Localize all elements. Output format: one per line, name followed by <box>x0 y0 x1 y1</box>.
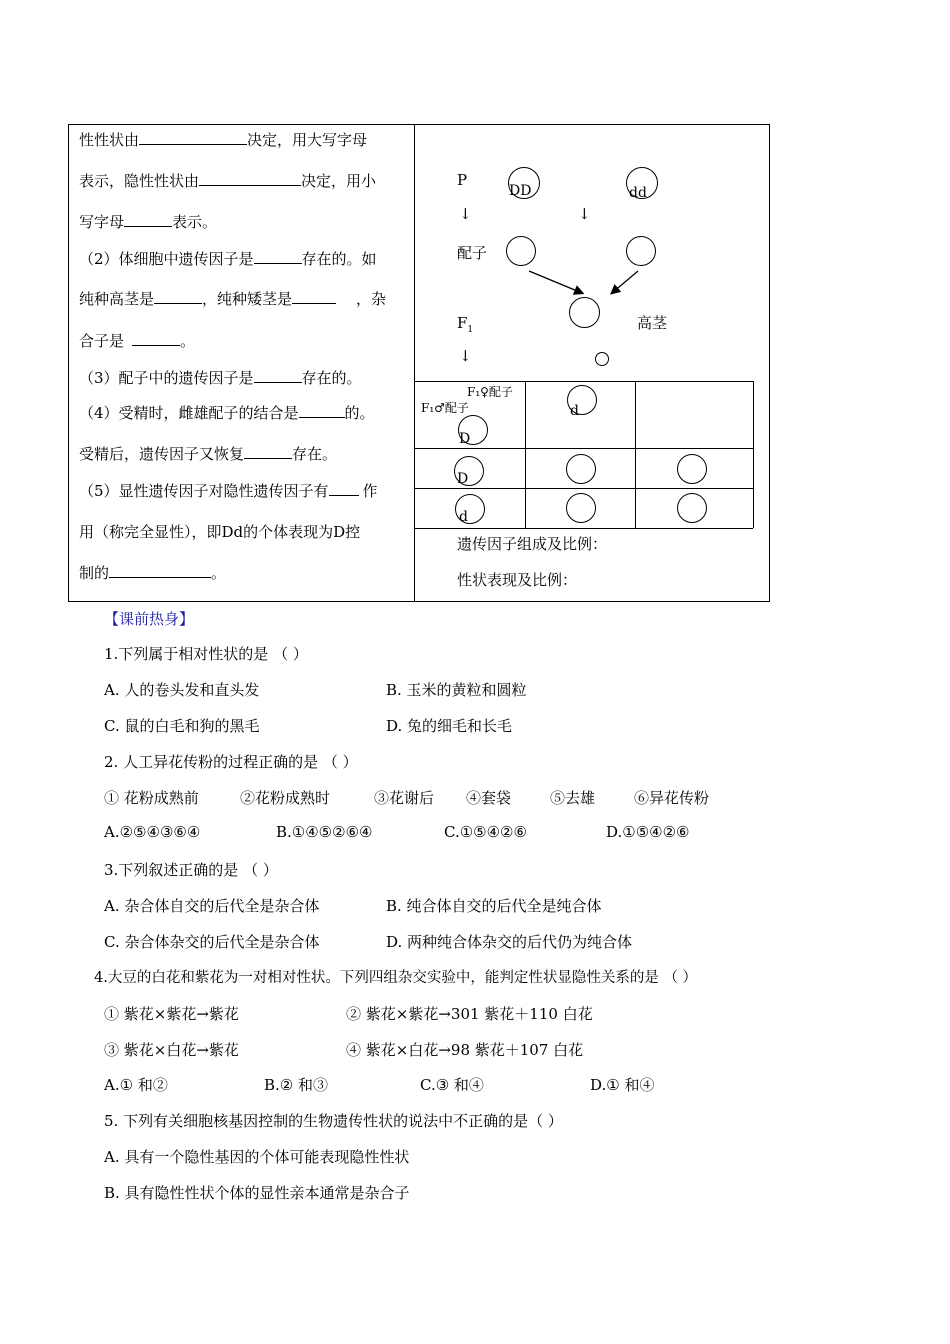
q5-option-a[interactable]: A. 具有一个隐性基因的个体可能表现隐性性状 <box>104 1148 410 1166</box>
arrow-right-to-f1 <box>612 271 638 293</box>
q1-option-d[interactable]: D. 兔的细毛和长毛 <box>386 717 513 735</box>
left-line-8: （4）受精时，雌雄配子的结合是 的。 <box>79 404 375 422</box>
q4-option-b[interactable]: B.② 和③ <box>264 1076 329 1094</box>
q2-step-1: ① 花粉成熟前 <box>104 789 199 807</box>
phenotype-ratio-label: 性状表现及比例： <box>457 571 578 589</box>
f1-label: $F_1$ <box>457 314 474 335</box>
offspring-cell-circle[interactable] <box>566 493 596 523</box>
q2-step-6: ⑥异花传粉 <box>634 789 710 807</box>
header-female-gametes: F₁♀配子 <box>467 385 513 399</box>
arrow-left-to-f1 <box>529 271 582 293</box>
section-heading: 【课前热身】 <box>104 610 195 628</box>
left-line-7: （3）配子中的遗传因子是 存在的。 <box>79 369 362 387</box>
blank-pure-tall[interactable] <box>154 289 202 304</box>
q4-item-3: ③ 紫花×白花→紫花 <box>104 1041 239 1059</box>
question-3: 3.下列叙述正确的是 （ ） <box>104 861 278 879</box>
q2-step-3: ③花谢后 <box>374 789 435 807</box>
offspring-cell-circle[interactable] <box>677 493 707 523</box>
left-line-3: 写字母 表示。 <box>79 213 218 231</box>
q4-item-4: ④ 紫花×白花→98 紫花＋107 白花 <box>346 1041 584 1059</box>
offspring-cell-circle[interactable] <box>677 454 707 484</box>
f1-circle <box>569 297 600 328</box>
left-line-10: （5）显性遗传因子对隐性遗传因子有 作 <box>79 482 378 500</box>
fill-in-column <box>69 125 415 601</box>
grid-line <box>415 448 753 449</box>
blank-pure-short[interactable] <box>292 289 336 304</box>
gamete-arrows <box>415 125 769 325</box>
offspring-cell-circle[interactable] <box>566 454 596 484</box>
blank-lowercase-letter[interactable] <box>124 212 172 227</box>
q3-option-c[interactable]: C. 杂合体杂交的后代全是杂合体 <box>104 933 320 951</box>
grid-line <box>635 381 636 528</box>
q4-item-1: ① 紫花×紫花→紫花 <box>104 1005 239 1023</box>
parent-genotype-dd-lower: dd <box>629 185 647 201</box>
left-line-11: 用（称完全显性），即Dd的个体表现为D控 <box>79 523 361 541</box>
blank-restore-state[interactable] <box>244 444 292 459</box>
q3-option-a[interactable]: A. 杂合体自交的后代全是杂合体 <box>104 897 320 915</box>
arrow-down-icon: ↓ <box>459 347 472 365</box>
q4-option-d[interactable]: D.① 和④ <box>590 1076 655 1094</box>
q3-option-b[interactable]: B. 纯合体自交的后代全是纯合体 <box>386 897 602 915</box>
left-line-1: 性性状由 决定，用大写字母 <box>79 131 368 149</box>
grid-line <box>415 528 753 529</box>
blank-dominant-factor[interactable] <box>139 130 247 145</box>
q2-option-b[interactable]: B.①④⑤②⑥④ <box>276 823 373 841</box>
p-generation-label: P <box>457 171 468 189</box>
q4-item-2: ② 紫花×紫花→301 紫花＋110 白花 <box>346 1005 593 1023</box>
q1-option-c[interactable]: C. 鼠的白毛和狗的黑毛 <box>104 717 260 735</box>
question-2: 2. 人工异花传粉的过程正确的是 （ ） <box>104 753 358 771</box>
blank-somatic-state[interactable] <box>254 249 302 264</box>
q4-option-a[interactable]: A.① 和② <box>104 1076 168 1094</box>
left-line-6: 合子是 。 <box>79 332 196 350</box>
grid-line <box>415 381 753 382</box>
genetics-table <box>68 124 770 602</box>
arrow-down-icon: ↓ <box>459 205 472 223</box>
q3-option-d[interactable]: D. 两种纯合体杂交的后代仍为纯合体 <box>386 933 633 951</box>
q2-option-c[interactable]: C.①⑤④②⑥ <box>444 823 527 841</box>
column-label-d: d <box>570 403 579 419</box>
blank-recessive-factor[interactable] <box>199 171 301 186</box>
gamete-label: 配子 <box>457 244 488 262</box>
grid-line <box>525 381 526 528</box>
question-5: 5. 下列有关细胞核基因控制的生物遗传性状的说法中不正确的是（ ） <box>104 1112 563 1130</box>
left-line-5: 纯种高茎是 ，纯种矮茎是 ，杂 <box>79 290 387 308</box>
left-line-12: 制的 。 <box>79 564 227 582</box>
genotype-ratio-label: 遗传因子组成及比例： <box>457 535 608 553</box>
f1-gamete-small-circle <box>595 352 609 366</box>
q1-option-a[interactable]: A. 人的卷头发和直头发 <box>104 681 260 699</box>
punnett-diagram <box>415 125 769 601</box>
q2-step-4: ④套袋 <box>466 789 512 807</box>
left-line-9: 受精后，遗传因子又恢复 存在。 <box>79 445 338 463</box>
q2-option-a[interactable]: A.②⑤④③⑥④ <box>104 823 201 841</box>
grid-line <box>415 488 753 489</box>
q2-step-5: ⑤去雄 <box>550 789 596 807</box>
row-label-d-3: d <box>459 509 468 525</box>
q5-option-b[interactable]: B. 具有隐性性状个体的显性亲本通常是杂合子 <box>104 1184 410 1202</box>
q4-option-c[interactable]: C.③ 和④ <box>420 1076 484 1094</box>
row-label-d-2: D <box>457 471 469 487</box>
f1-phenotype-tall: 高茎 <box>637 314 668 332</box>
left-line-4: （2）体细胞中遗传因子是 存在的。如 <box>79 250 377 268</box>
question-4: 4.大豆的白花和紫花为一对相对性状。下列四组杂交实验中，能判定性状显隐性关系的是 （ ） <box>94 970 698 986</box>
arrow-down-icon: ↓ <box>578 205 591 223</box>
header-male-gametes: F₁♂配子 <box>421 401 469 415</box>
blank-fertilization[interactable] <box>299 403 345 418</box>
blank-gamete-state[interactable] <box>254 368 302 383</box>
blank-heterozygote[interactable] <box>132 331 180 346</box>
q2-step-2: ②花粉成熟时 <box>240 789 331 807</box>
row-label-d-1: D <box>459 431 471 447</box>
left-line-2: 表示，隐性性状由 决定，用小 <box>79 172 377 190</box>
q2-option-d[interactable]: D.①⑤④②⑥ <box>606 823 690 841</box>
q1-option-b[interactable]: B. 玉米的黄粒和圆粒 <box>386 681 527 699</box>
question-1: 1.下列属于相对性状的是 （ ） <box>104 645 308 663</box>
grid-line <box>753 381 754 528</box>
blank-dominance[interactable] <box>329 481 359 496</box>
blank-controlled-trait[interactable] <box>109 563 211 578</box>
parent-genotype-dd-upper: DD <box>509 183 532 199</box>
